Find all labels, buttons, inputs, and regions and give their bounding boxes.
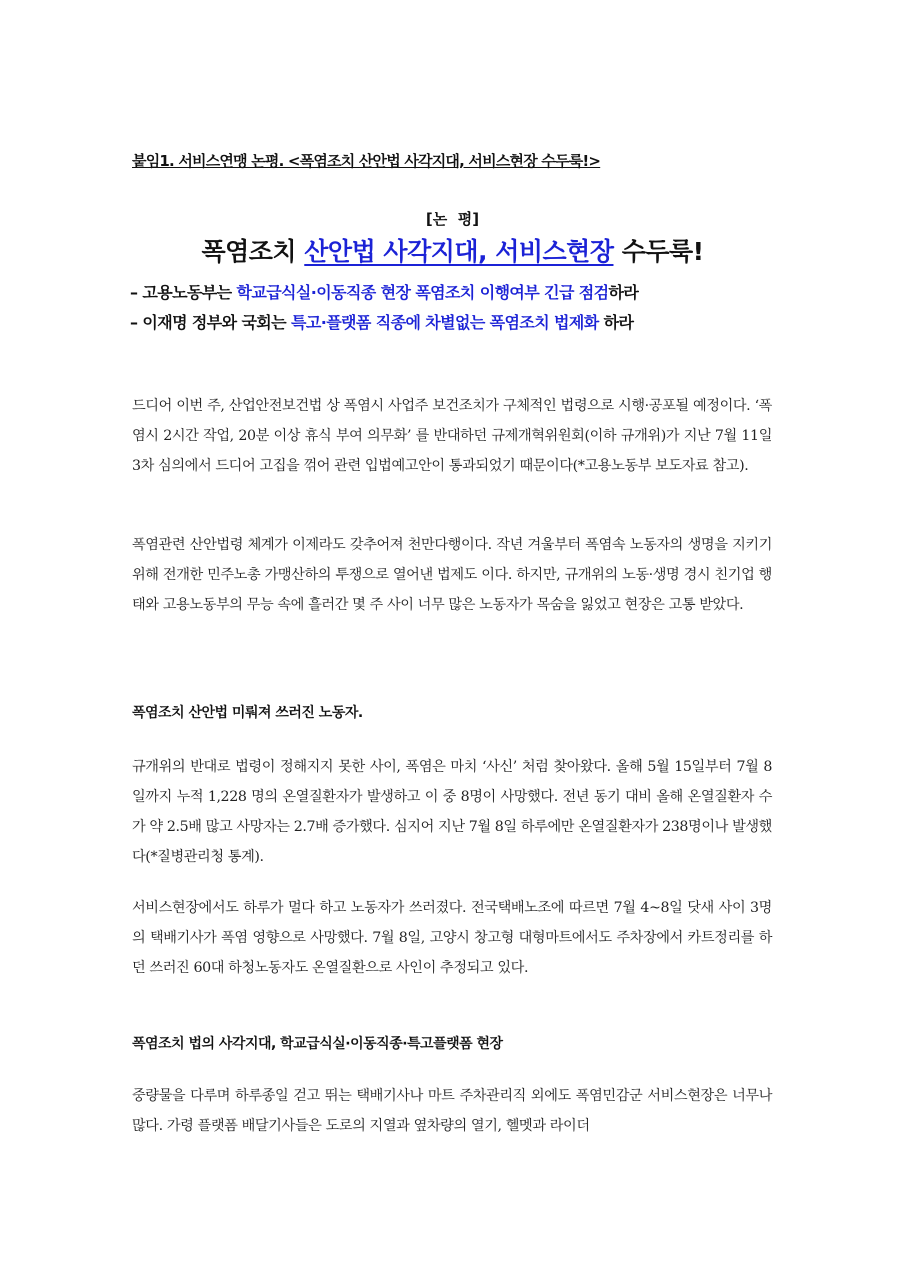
paragraph-2: 폭염관련 산안법령 체계가 이제라도 갖추어져 천만다행이다. 작년 겨울부터 폭염속 노동자의 생명을 지키기 위해 전개한 민주노총 가맹산하의 투쟁으로 열어낸 법제도 이다. 하지만, 규개위의 노동·생명 경시 친기업 행태와 고용노동부의 무능 속에 흘러간 몇 주 사이 너무 많은 노동자가 목숨을 잃었고 현장은 고통 받았다. <box>132 537 772 613</box>
subtitle-2-highlight: 특고·플랫폼 직종에 차별없는 폭염조치 법제화 <box>291 313 599 332</box>
title-part1: 폭염조치 <box>201 237 305 266</box>
subtitle-2 <box>130 310 790 333</box>
page-title <box>0 232 905 268</box>
subtitle-1-highlight: 학교급식실·이동직종 현장 폭염조치 이행여부 긴급 점검 <box>236 283 609 302</box>
section-heading-2: 폭염조치 법의 사각지대, 학교급식실·이동직종·특고플랫폼 현장 <box>132 1036 503 1052</box>
subtitle-2-suffix: 하라 <box>598 313 634 332</box>
title-highlight: 산안법 사각지대, 서비스현장 <box>304 237 614 266</box>
attachment-title: 붙임1. 서비스연맹 논평. <폭염조치 산안법 사각지대, 서비스현장 수두룩!> <box>132 152 601 170</box>
subtitle-2-prefix: – 이재명 정부와 국회는 <box>130 313 291 332</box>
subtitle-1 <box>130 280 790 303</box>
paragraph-3: 규개위의 반대로 법령이 정해지지 못한 사이, 폭염은 마치 ‘사신’ 처럼 찾아왔다. 올해 5월 15일부터 7월 8일까지 누적 1,228 명의 온열질환자가 발생하고 이 중 8명이 사망했다. 전년 동기 대비 올해 온열질환자 수가 약 2.5배 많고 사망자는 2.7배 증가했다. 심지어 지난 7월 8일 하루에만 온열질환자가 238명이나 발생했다(*질병관리청 통계). <box>132 759 772 865</box>
paragraph-5: 중량물을 다루며 하루종일 걷고 뛰는 택배기사나 마트 주차관리직 외에도 폭염민감군 서비스현장은 너무나 많다. 가령 플랫폼 배달기사들은 도로의 지열과 옆차량의 열기, 헬멧과 라이더 <box>132 1088 772 1134</box>
paragraph-4: 서비스현장에서도 하루가 멀다 하고 노동자가 쓰러졌다. 전국택배노조에 따르면 7월 4~8일 닷새 사이 3명의 택배기사가 폭염 영향으로 사망했다. 7월 8일, 고양시 창고형 대형마트에서도 주차장에서 카트정리를 하던 쓰러진 60대 하청노동자도 온열질환으로 사인이 추정되고 있다. <box>132 900 772 976</box>
subtitle-1-prefix: – 고용노동부는 <box>130 283 237 302</box>
paragraph-1: 드디어 이번 주, 산업안전보건법 상 폭염시 사업주 보건조치가 구체적인 법령으로 시행·공포될 예정이다. ‘폭염시 2시간 작업, 20분 이상 휴식 부여 의무화’ 를 반대하던 규제개혁위원회(이하 규개위)가 지난 7월 11일 3차 심의에서 드디어 고집을 꺾어 관련 입법예고안이 통과되었기 때문이다(*고용노동부 보도자료 참고). <box>132 398 772 474</box>
subtitle-1-suffix: 하라 <box>608 283 639 302</box>
section-heading-1: 폭염조치 산안법 미뤄져 쓰러진 노동자. <box>132 705 363 721</box>
title-part2: 수두룩! <box>613 237 704 266</box>
document-tag: [논 평] <box>425 210 480 228</box>
